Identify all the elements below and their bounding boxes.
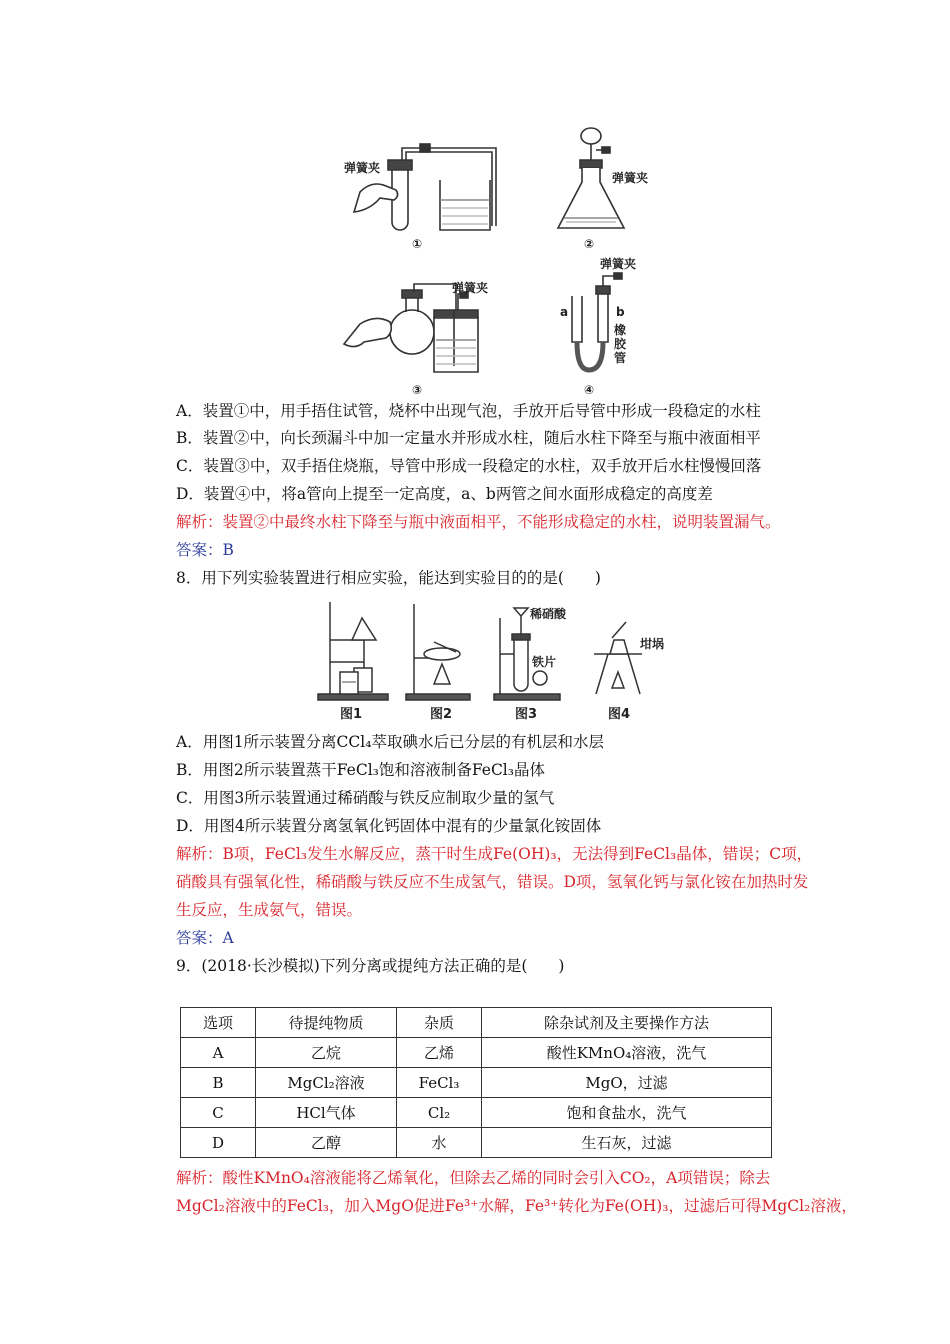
tube-label-a: a <box>560 305 569 319</box>
table-cell: D <box>181 1128 256 1158</box>
q9-stem: 9．(2018·长沙模拟)下列分离或提纯方法正确的是( ) <box>176 957 565 975</box>
device-number-1: ① <box>412 237 423 251</box>
apparatus-figure-q7 <box>330 120 670 400</box>
device-number-4: ④ <box>584 383 595 397</box>
q8-analysis-line-3: 生反应，生成氨气，错误。 <box>176 901 363 919</box>
table-cell: 水 <box>397 1128 482 1158</box>
q7-analysis: 解析：装置②中最终水柱下降至与瓶中液面相平，不能形成稳定的水柱，说明装置漏气。 <box>176 513 781 531</box>
table-cell: 乙醇 <box>256 1128 397 1158</box>
table-header-cell: 选项 <box>181 1008 256 1038</box>
fig-caption-3: 图3 <box>515 707 538 722</box>
table-cell: MgCl₂溶液 <box>256 1068 397 1098</box>
q8-analysis-line-1: 解析：B项，FeCl₃发生水解反应，蒸干时生成Fe(OH)₃，无法得到FeCl₃晶体，错误；C项， <box>176 845 813 863</box>
table-cell: FeCl₃ <box>397 1068 482 1098</box>
table-row <box>181 1068 772 1098</box>
table-cell: 生石灰，过滤 <box>482 1128 772 1158</box>
q8-option-a: A．用图1所示装置分离CCl₄萃取碘水后已分层的有机层和水层 <box>176 733 604 751</box>
clamp-label-2: 弹簧夹 <box>612 171 649 185</box>
table-row <box>181 1128 772 1158</box>
tube-label-b: b <box>616 305 625 319</box>
device-number-2: ② <box>584 237 595 251</box>
q9-analysis-line-2: MgCl₂溶液中的FeCl₃，加入MgO促进Fe³⁺水解，Fe³⁺转化为Fe(OH)₃，过滤后可得MgCl₂溶液， <box>176 1197 857 1215</box>
rubber-label-2: 胶 <box>614 337 627 351</box>
table-header-cell: 除杂试剂及主要操作方法 <box>482 1008 772 1038</box>
device-number-3: ③ <box>412 383 423 397</box>
table-cell: 乙烷 <box>256 1038 397 1068</box>
table-cell: B <box>181 1068 256 1098</box>
q8-analysis-line-2: 硝酸具有强氧化性，稀硝酸与铁反应不生成氢气，错误。D项，氢氧化钙与氯化铵在加热时发 <box>176 873 809 891</box>
table-header-cell: 杂质 <box>397 1008 482 1038</box>
q8-answer: 答案：A <box>176 929 234 947</box>
q7-option-d: D．装置④中，将a管向上提至一定高度，a、b两管之间水面形成稳定的高度差 <box>176 485 713 503</box>
table-cell: A <box>181 1038 256 1068</box>
q9-analysis-line-1: 解析：酸性KMnO₄溶液能将乙烯氧化，但除去乙烯的同时会引入CO₂，A项错误；除去 <box>176 1169 771 1187</box>
fig-caption-1: 图1 <box>340 707 363 722</box>
q7-answer: 答案：B <box>176 541 234 559</box>
q8-stem: 8．用下列实验装置进行相应实验，能达到实验目的的是( ) <box>176 569 601 587</box>
table-cell: 饱和食盐水，洗气 <box>482 1098 772 1128</box>
table-cell: HCl气体 <box>256 1098 397 1128</box>
q7-option-b: B．装置②中，向长颈漏斗中加一定量水并形成水柱，随后水柱下降至与瓶中液面相平 <box>176 429 761 447</box>
q8-option-d: D．用图4所示装置分离氢氧化钙固体中混有的少量氯化铵固体 <box>176 817 602 835</box>
acid-label: 稀硝酸 <box>530 607 567 621</box>
clamp-label-1: 弹簧夹 <box>344 161 381 175</box>
table-header-cell: 待提纯物质 <box>256 1008 397 1038</box>
fig-caption-4: 图4 <box>608 707 631 722</box>
table-cell: 酸性KMnO₄溶液，洗气 <box>482 1038 772 1068</box>
clamp-label-3: 弹簧夹 <box>452 281 489 295</box>
q9-options-table <box>180 1007 772 1158</box>
q8-option-c: C．用图3所示装置通过稀硝酸与铁反应制取少量的氢气 <box>176 789 555 807</box>
fig-caption-2: 图2 <box>430 707 453 722</box>
table-cell: Cl₂ <box>397 1098 482 1128</box>
table-cell: MgO，过滤 <box>482 1068 772 1098</box>
q8-option-b: B．用图2所示装置蒸干FeCl₃饱和溶液制备FeCl₃晶体 <box>176 761 545 779</box>
rubber-label-1: 橡 <box>614 323 627 337</box>
q7-option-c: C．装置③中，双手捂住烧瓶，导管中形成一段稳定的水柱，双手放开后水柱慢慢回落 <box>176 457 762 475</box>
clamp-label-4: 弹簧夹 <box>600 257 637 271</box>
rubber-label-3: 管 <box>614 351 627 365</box>
table-row <box>181 1098 772 1128</box>
table-cell: 乙烯 <box>397 1038 482 1068</box>
table-cell: C <box>181 1098 256 1128</box>
q7-option-a: A．装置①中，用手捂住试管，烧杯中出现气泡，手放开后导管中形成一段稳定的水柱 <box>176 402 761 420</box>
crucible-label: 坩埚 <box>640 637 665 651</box>
table-row <box>181 1038 772 1068</box>
apparatus-figure-q8 <box>310 598 680 726</box>
table-header-row <box>181 1008 772 1038</box>
iron-label: 铁片 <box>532 655 557 669</box>
